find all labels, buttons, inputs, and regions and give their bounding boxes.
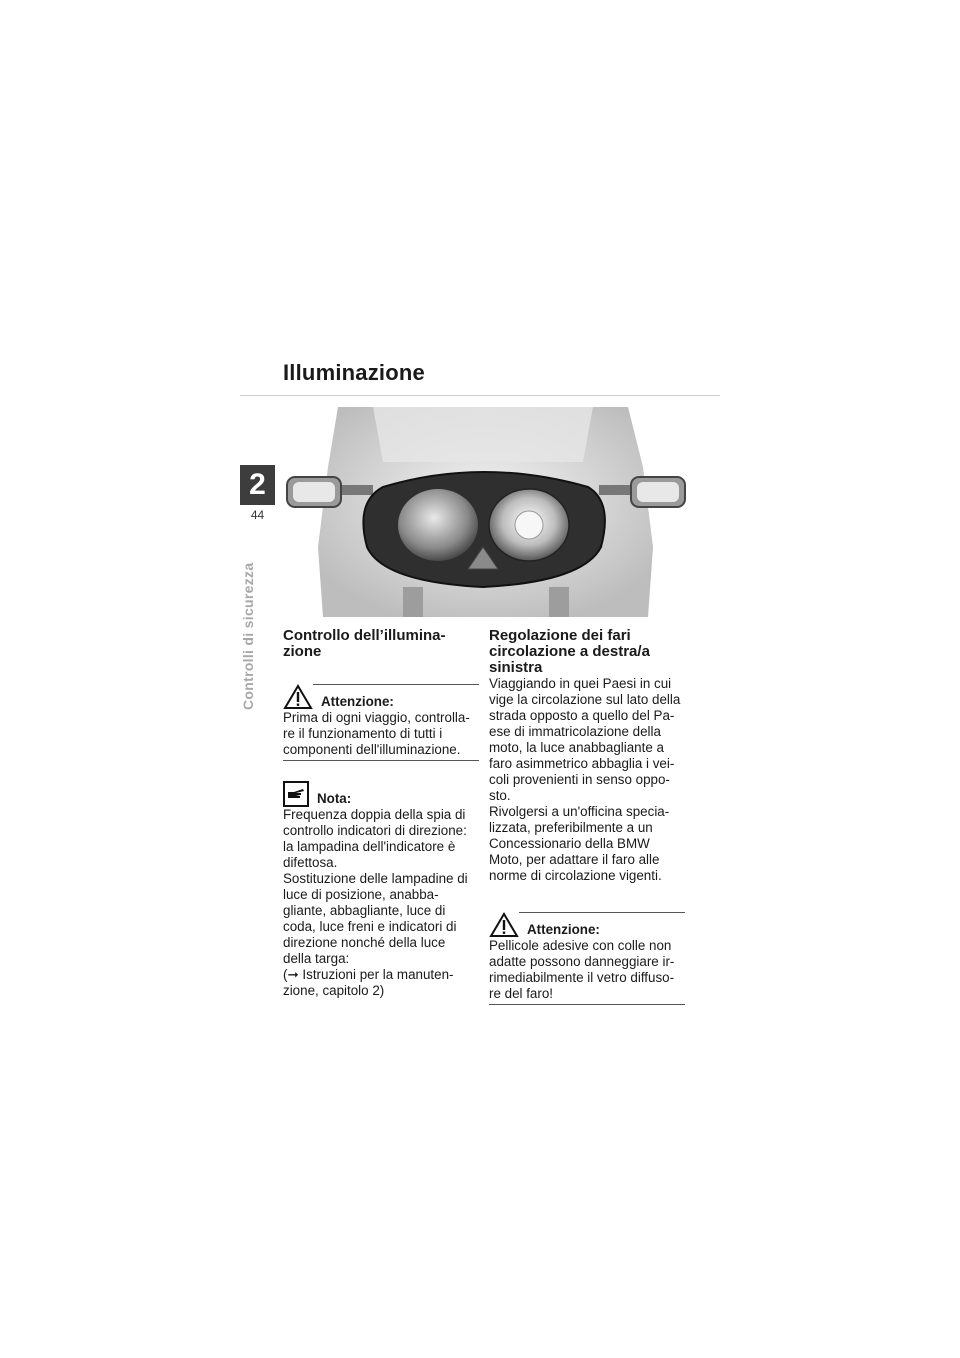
warning-text: Prima di ogni viaggio, controlla- re il funzionamento di tutti i componenti dell'illuminazione. — [283, 710, 479, 761]
headlight-adjustment-text: Viaggiando in quei Paesi in cui vige la circolazione sul lato della strada opposto a quello del Pa- ese di immatricolazione della moto, la luce anabbagliante a faro asimmetrico abbaglia i vei- coli provenienti in senso oppo- sto. Rivolgersi a un'officina specia- lizzata, preferibilmente a un Concessionario della BMW Moto, per adattare il faro alle norme di circolazione vigenti. — [489, 676, 681, 883]
section-label: Controlli di sicurezza — [240, 562, 256, 710]
warning-triangle-icon — [489, 912, 519, 938]
right-column — [489, 628, 685, 1005]
note-label: Nota: — [317, 791, 352, 806]
page-title: Illuminazione — [283, 360, 425, 385]
chapter-badge: 2 — [240, 465, 275, 505]
warning-label: Attenzione: — [321, 694, 394, 709]
pointing-hand-icon — [283, 781, 309, 807]
section-heading-headlight-adjustment: Regolazione dei fari circolazione a destra/a sinistra — [489, 627, 650, 676]
warning-label-2: Attenzione: — [527, 922, 600, 937]
section-heading-lighting-check: Controllo dell’illumina- zione — [283, 627, 446, 660]
title-divider — [240, 395, 720, 396]
page-number: 44 — [250, 508, 265, 522]
warning-callout-header — [283, 684, 479, 710]
warning-callout-header-2 — [489, 912, 685, 938]
note-callout-header — [283, 781, 479, 807]
left-column — [283, 628, 479, 999]
note-text: Frequenza doppia della spia di controllo indicatori di direzione: la lampadina dell'indicatore è difettosa. Sostituzione delle lampadine di luce di posizione, anabba- gliante, abbagliante, luce di coda, luce freni e indicatori di direzione nonché della luce della targa: (➞ Istruzioni per la manuten- zione, capitolo 2) — [283, 807, 468, 998]
warning-text-2: Pellicole adesive con colle non adatte possono danneggiare ir- rimediabilmente il vetro diffuso- re del faro! — [489, 938, 685, 1005]
headlight-illustration — [283, 407, 689, 617]
warning-triangle-icon — [283, 684, 313, 710]
